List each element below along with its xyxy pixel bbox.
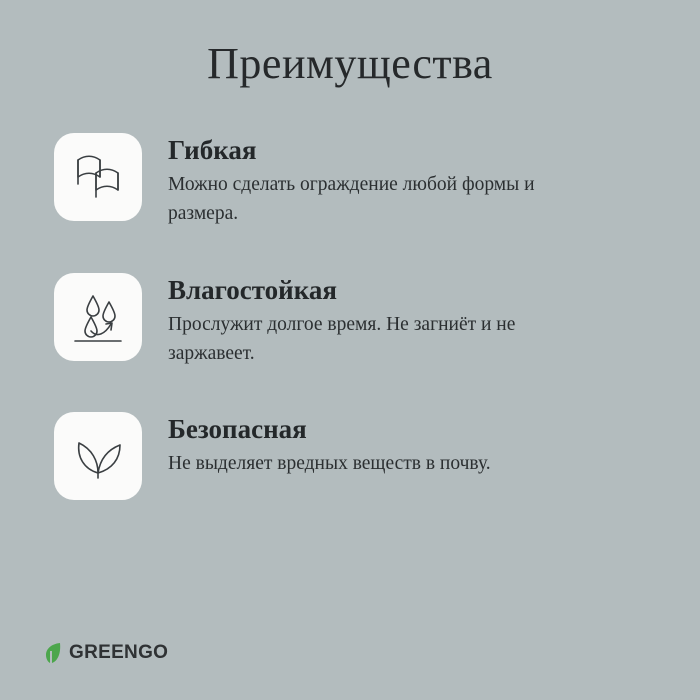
feature-title: Гибкая (168, 135, 257, 165)
features-list (0, 133, 700, 500)
feature-description: Не выделяет вредных веществ в почву. (168, 453, 491, 475)
water-drops-icon (67, 286, 129, 348)
feature-item (54, 133, 646, 229)
feature-icon-box (54, 412, 142, 500)
leaf-icon (70, 431, 126, 481)
feature-item (54, 273, 646, 369)
feature-text (168, 412, 491, 478)
brand-footer (46, 642, 168, 664)
flexible-fence-icon (69, 151, 127, 203)
feature-title: Безопасная (168, 414, 307, 445)
feature-text (168, 133, 598, 229)
feature-description: Можно сделать ограждение любой формы и размера. (168, 174, 535, 225)
brand-name: GREENGO (69, 642, 169, 663)
feature-item (54, 412, 646, 500)
feature-icon-box (54, 133, 142, 221)
feature-icon-box (54, 273, 142, 361)
feature-description: Прослужит долгое время. Не загниёт и не заржавеет. (168, 313, 516, 364)
feature-text (168, 273, 598, 369)
page-title: Преимущества (207, 39, 493, 88)
feature-title: Влагостойкая (168, 274, 337, 305)
green-leaf-logo-icon (46, 642, 62, 664)
